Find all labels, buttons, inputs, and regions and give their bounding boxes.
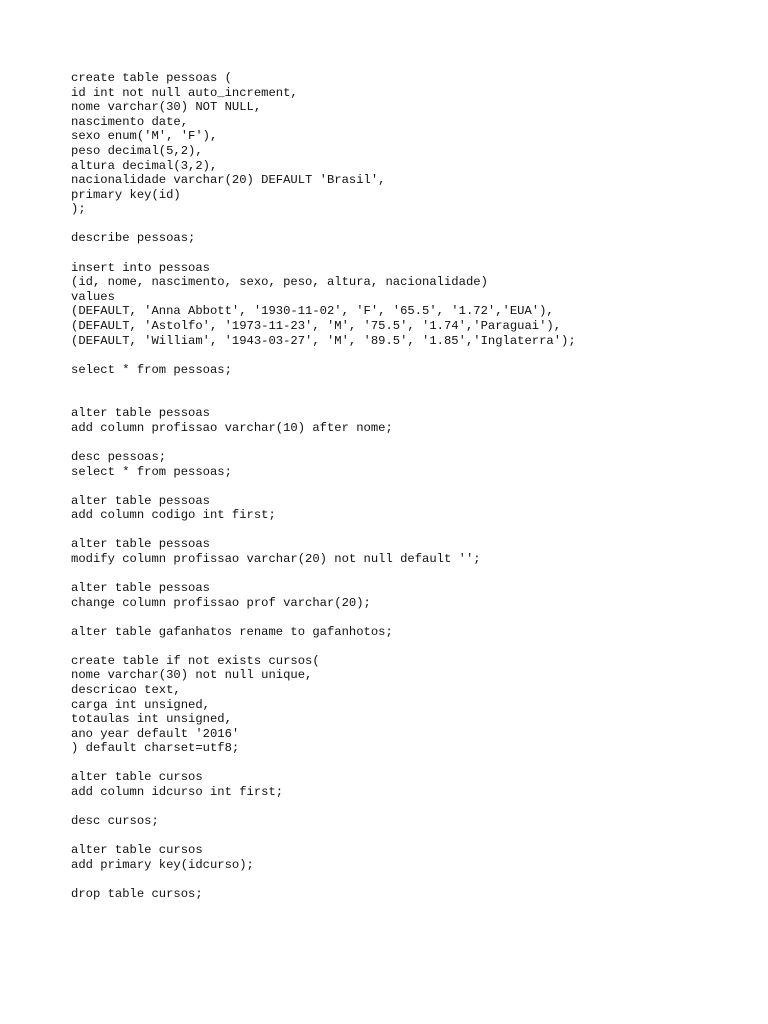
code-line: nome varchar(30) NOT NULL, xyxy=(71,100,262,115)
code-line: descricao text, xyxy=(71,683,181,697)
create-table-cursos-block xyxy=(71,654,751,756)
code-line: select * from pessoas; xyxy=(71,362,232,377)
code-line: insert into pessoas xyxy=(71,260,210,275)
code-line: alter table gafanhatos rename to gafanhotos; xyxy=(71,624,393,639)
code-line: create table pessoas ( xyxy=(71,71,232,85)
code-line: primary key(id) xyxy=(71,187,181,202)
alter-modify-profissao-block xyxy=(71,537,751,566)
code-line: altura decimal(3,2), xyxy=(71,158,218,173)
create-table-pessoas-block xyxy=(71,71,751,217)
code-line: nascimento date, xyxy=(71,114,189,129)
code-line: id int not null auto_increment, xyxy=(71,85,298,100)
code-line: nome varchar(30) not null unique, xyxy=(71,668,313,683)
describe-pessoas-block xyxy=(71,231,751,246)
alter-add-codigo-block xyxy=(71,494,751,523)
code-line: alter table pessoas xyxy=(71,493,210,508)
desc-cursos-block xyxy=(71,814,751,829)
document-page xyxy=(71,71,751,916)
code-line: nacionalidade varchar(20) DEFAULT 'Brasil', xyxy=(71,173,386,188)
drop-table-cursos-block xyxy=(71,887,751,902)
code-line: sexo enum('M', 'F'), xyxy=(71,129,218,144)
code-line: alter table pessoas xyxy=(71,537,210,552)
code-line: change column profissao prof varchar(20); xyxy=(71,595,371,610)
code-line: (DEFAULT, 'Anna Abbott', '1930-11-02', 'F', '65.5', '1.72','EUA'), xyxy=(71,304,554,319)
select-pessoas-block xyxy=(71,363,751,392)
code-line: drop table cursos; xyxy=(71,886,203,901)
code-line: (id, nome, nascimento, sexo, peso, altura, nacionalidade) xyxy=(71,275,488,290)
insert-pessoas-block xyxy=(71,261,751,349)
code-line: alter table cursos xyxy=(71,770,203,785)
code-line: values xyxy=(71,289,115,304)
rename-table-block xyxy=(71,625,751,640)
code-line: create table if not exists cursos( xyxy=(71,653,320,668)
code-line: alter table cursos xyxy=(71,843,203,858)
code-line: ) default charset=utf8; xyxy=(71,741,240,756)
code-line: desc cursos; xyxy=(71,814,159,829)
code-line: describe pessoas; xyxy=(71,231,196,246)
code-line: alter table pessoas xyxy=(71,581,210,596)
code-line: add primary key(idcurso); xyxy=(71,857,254,872)
code-line: alter table pessoas xyxy=(71,406,210,421)
code-line: add column idcurso int first; xyxy=(71,785,284,800)
alter-add-primary-key-block xyxy=(71,843,751,872)
code-line: totaulas int unsigned, xyxy=(71,712,232,727)
code-line: add column profissao varchar(10) after nome; xyxy=(71,420,393,435)
code-line: (DEFAULT, 'Astolfo', '1973-11-23', 'M', '75.5', '1.74','Paraguai'), xyxy=(71,318,562,333)
code-line: desc pessoas; xyxy=(71,449,167,464)
code-line: (DEFAULT, 'William', '1943-03-27', 'M', '89.5', '1.85','Inglaterra'); xyxy=(71,333,576,348)
extra-blank-line xyxy=(71,377,751,392)
code-line: ano year default '2016' xyxy=(71,726,240,741)
code-line: peso decimal(5,2), xyxy=(71,143,203,158)
code-line: carga int unsigned, xyxy=(71,697,210,712)
alter-add-idcurso-block xyxy=(71,770,751,799)
code-line: add column codigo int first; xyxy=(71,508,276,523)
code-line: select * from pessoas; xyxy=(71,464,232,479)
code-line: ); xyxy=(71,202,86,217)
code-line: modify column profissao varchar(20) not null default ''; xyxy=(71,551,481,566)
alter-change-profissao-block xyxy=(71,581,751,610)
desc-select-block xyxy=(71,450,751,479)
alter-add-profissao-block xyxy=(71,406,751,435)
